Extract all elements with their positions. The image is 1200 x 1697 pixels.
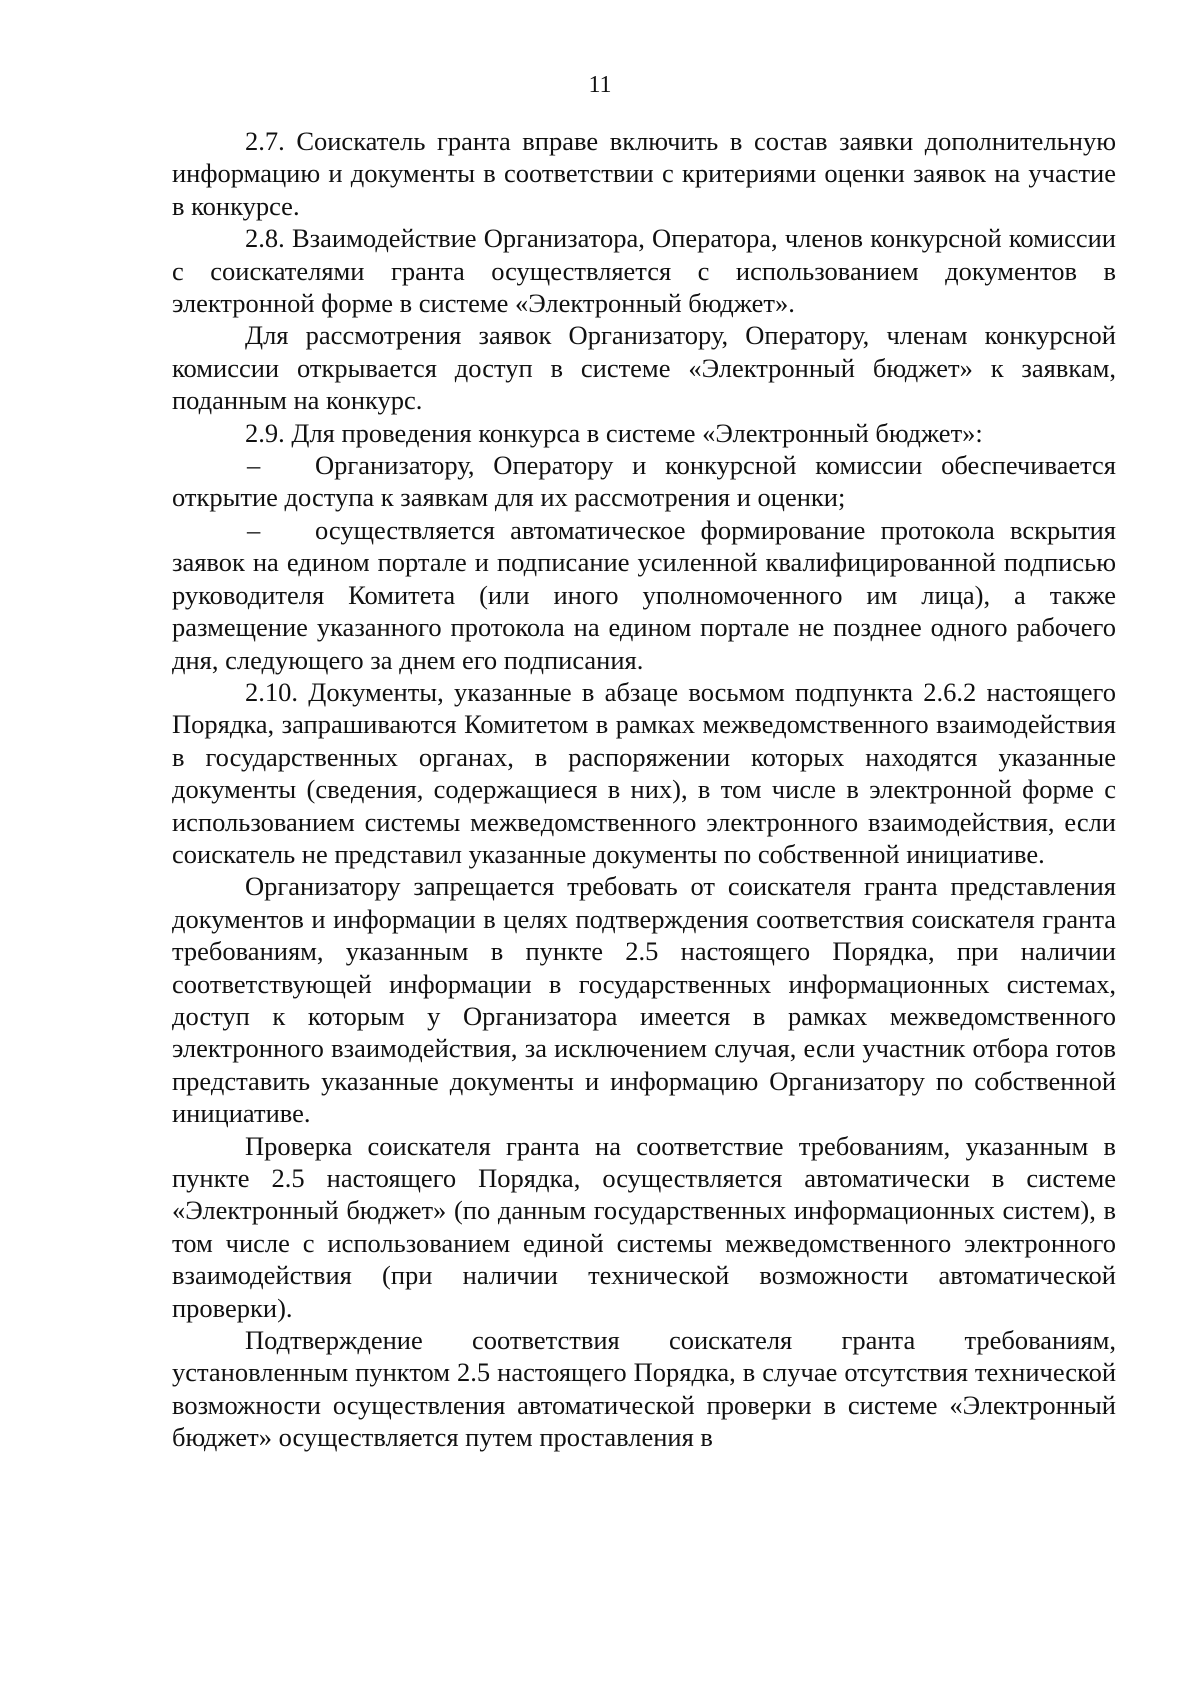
paragraph-2-10: 2.10. Документы, указанные в абзаце восьмом подпункта 2.6.2 настоящего Порядка, запрашиваются Комитетом в рамках межведомственного взаимодействия в государственных органах, в распоряжении которых находятся указанные документы (сведения, содержащиеся в них), в том числе в электронной форме с использованием системы межведомственного электронного взаимодействия, если соискатель не представил указанные документы по собственной инициативе.: [172, 676, 1116, 869]
page-number: 11: [588, 72, 612, 98]
paragraph-2-8: 2.8. Взаимодействие Организатора, Оператора, членов конкурсной комиссии с соискателями гранта осуществляется с использованием документов в электронной форме в системе «Электронный бюджет».: [172, 223, 1116, 319]
paragraph-verification: Проверка соискателя гранта на соответствие требованиям, указанным в пункте 2.5 настоящего Порядка, осуществляется автоматически в системе «Электронный бюджет» (по данным государственных информационных систем), в том числе с использованием единой системы межведомственного электронного взаимодействия (при наличии технической возможности автоматической проверки).: [172, 1130, 1116, 1323]
paragraph-organizer-prohibition: Организатору запрещается требовать от соискателя гранта представления документов и информации в целях подтверждения соответствия соискателя гранта требованиям, указанным в пункте 2.5 настоящего Порядка, при наличии соответствующей информации в государственных информационных системах, доступ к которым у Организатора имеется в рамках межведомственного электронного взаимодействия, за исключением случая, если участник отбора готов представить указанные документы и информацию Организатору по собственной инициативе.: [172, 871, 1116, 1129]
paragraph-2-7: 2.7. Соискатель гранта вправе включить в состав заявки дополнительную информацию и документы в соответствии с критериями оценки заявок на участие в конкурсе.: [172, 126, 1116, 221]
list-dash: –: [247, 514, 261, 545]
list-item-protocol: [172, 514, 1116, 676]
list-item-text: осуществляется автоматическое формирование протокола вскрытия заявок на едином портале и подписание усиленной квалифицированной подписью руководителя Комитета (или иного уполномоченного им лица), а также размещение указанного протокола на едином портале не позднее одного рабочего дня, следующего за днем его подписания.: [172, 514, 1116, 675]
paragraph-review-access: Для рассмотрения заявок Организатору, Оператору, членам конкурсной комиссии открывается доступ в системе «Электронный бюджет» к заявкам, поданным на конкурс.: [172, 320, 1116, 416]
paragraph-2-9: 2.9. Для проведения конкурса в системе «Электронный бюджет»:: [245, 417, 983, 448]
list-item-text: Организатору, Оператору и конкурсной комиссии обеспечивается открытие доступа к заявкам для их рассмотрения и оценки;: [172, 450, 1116, 513]
list-dash: –: [247, 450, 261, 481]
document-body: [172, 125, 1116, 1454]
list-item-access: [172, 449, 1116, 514]
paragraph-confirmation: Подтверждение соответствия соискателя гранта требованиям, установленным пунктом 2.5 настоящего Порядка, в случае отсутствия технической возможности осуществления автоматической проверки в системе «Электронный бюджет» осуществляется путем проставления в: [172, 1325, 1116, 1453]
